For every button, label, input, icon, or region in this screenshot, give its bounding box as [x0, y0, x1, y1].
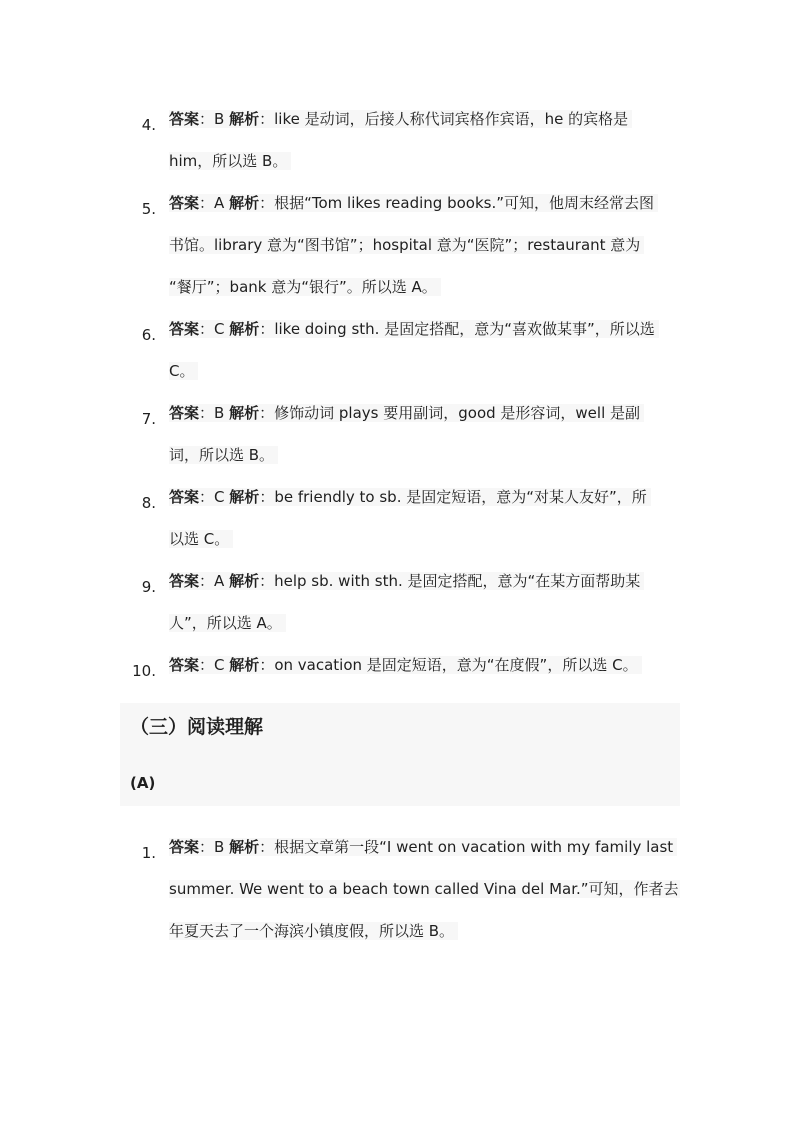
answer-line: 答案：C 解析：be friendly to sb. 是固定短语，意为“对某人友好”，所: [169, 488, 651, 506]
item-number: 10.: [132, 662, 156, 680]
answer-line: 答案：C 解析：like doing sth. 是固定搭配，意为“喜欢做某事”，所以选: [169, 320, 659, 338]
answer-value: B: [214, 404, 225, 422]
item-number: 7.: [141, 410, 156, 428]
section-subtitle: (A): [130, 774, 156, 792]
item-number: 5.: [141, 200, 156, 218]
answer-value: C: [214, 488, 225, 506]
item-number: 4.: [141, 116, 156, 134]
answer-line: 人”，所以选 A。: [169, 614, 286, 632]
answer-line: 答案：B 解析：like 是动词，后接人称代词宾格作宾语，he 的宾格是: [169, 110, 632, 128]
answer-value: C: [214, 320, 225, 338]
answer-value: A: [214, 194, 225, 212]
answer-line: C。: [169, 362, 198, 380]
item-number: 6.: [141, 326, 156, 344]
reading-section-header: [120, 703, 680, 806]
item-number: 8.: [141, 494, 156, 512]
answer-line: 以选 C。: [169, 530, 233, 548]
answer-line: 答案：A 解析：根据“Tom likes reading books.”可知，他周末经常去图: [169, 194, 658, 212]
answer-line: summer. We went to a beach town called Vina del Mar.”可知，作者去: [169, 880, 680, 898]
item-number: 1.: [141, 844, 156, 862]
answer-line: 词，所以选 B。: [169, 446, 278, 464]
answer-value: B: [214, 838, 225, 856]
answer-value: C: [214, 656, 225, 674]
answer-line: 年夏天去了一个海滨小镇度假，所以选 B。: [169, 922, 458, 940]
answer-line: 答案：B 解析：根据文章第一段“I went on vacation with my family last: [169, 838, 677, 856]
item-number: 9.: [141, 578, 156, 596]
section-title: （三）阅读理解: [130, 716, 264, 738]
answer-line: 答案：A 解析：help sb. with sth. 是固定搭配，意为“在某方面帮助某: [169, 572, 644, 590]
answer-line: 书馆。library 意为“图书馆”；hospital 意为“医院”；restaurant 意为: [169, 236, 644, 254]
answer-line: “餐厅”；bank 意为“银行”。所以选 A。: [169, 278, 441, 296]
answer-line: 答案：C 解析：on vacation 是固定短语，意为“在度假”，所以选 C。: [169, 656, 642, 674]
answer-value: B: [214, 110, 225, 128]
answer-line: 答案：B 解析：修饰动词 plays 要用副词，good 是形容词，well 是副: [169, 404, 644, 422]
answer-value: A: [214, 572, 225, 590]
answer-line: him，所以选 B。: [169, 152, 291, 170]
